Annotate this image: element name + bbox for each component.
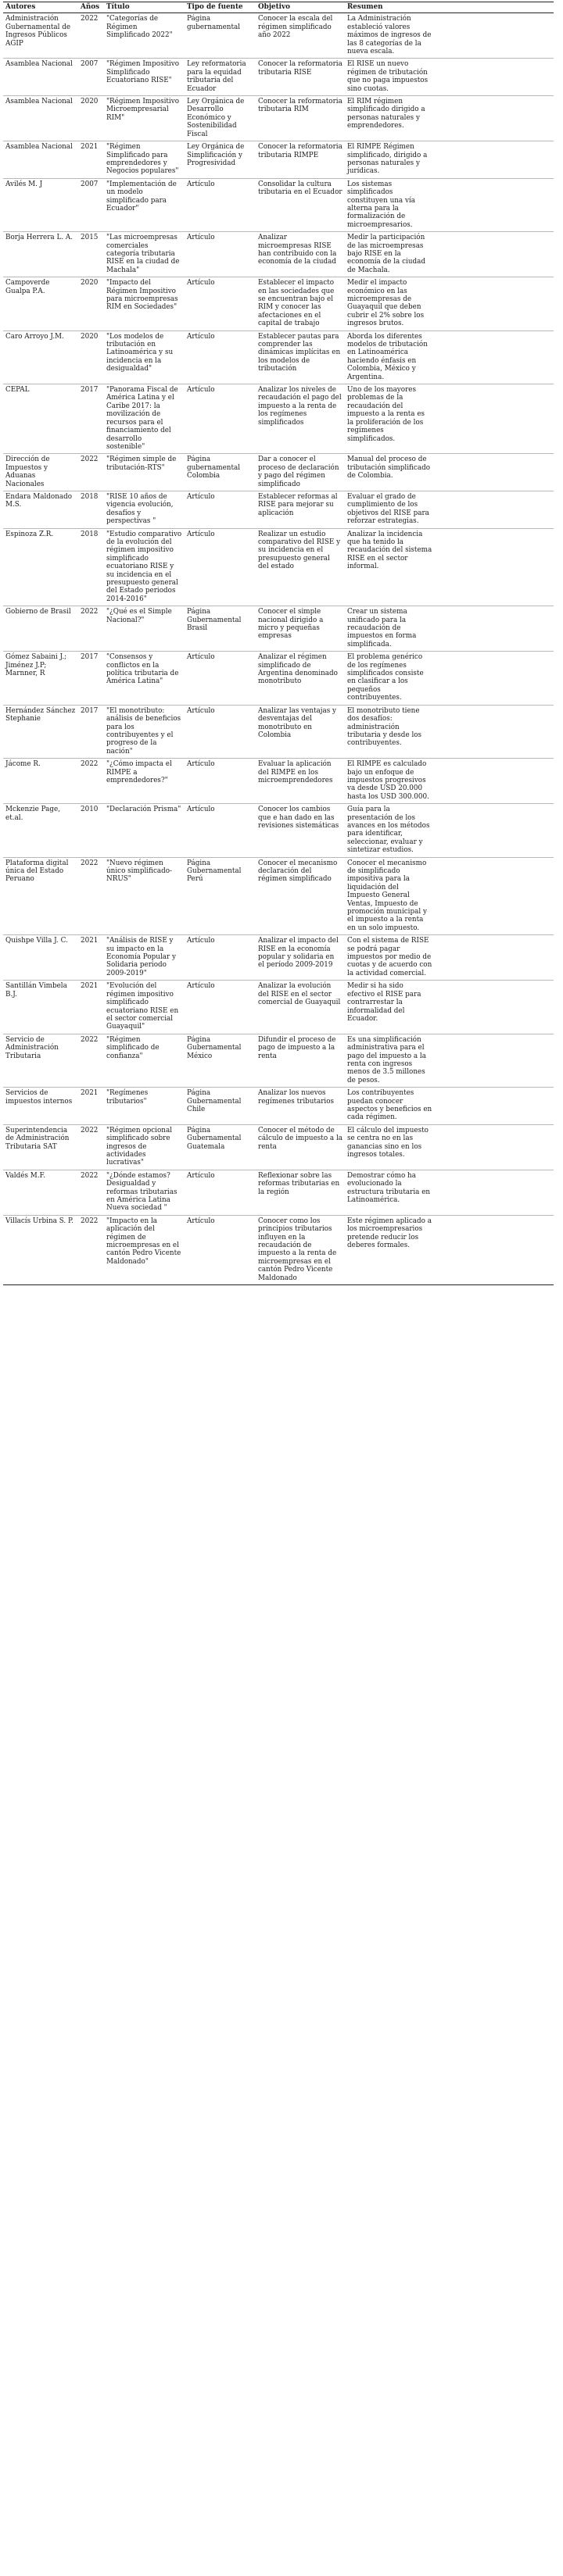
cell-tipo-fuente: Ley reformatoria para la equidad tributaria del Ecuador: [187, 60, 246, 93]
cell-titulo: "Panorama Fiscal de América Latina y el Caribe 2017: la movilización de recursos para el financiamiento del desarrollo sostenible": [106, 386, 178, 451]
cell-resumen: Analizar la incidencia que ha tenido la recaudación del sistema RISE en el sector informal.: [347, 530, 432, 571]
table-row: [3, 528, 554, 606]
cell-tipo-fuente: Página Gubernamental México: [187, 1035, 242, 1060]
cell-autores: Servicio de Administración Tributaria: [5, 1035, 59, 1060]
cell-objetivo: Realizar un estudio comparativo del RISE y su incidencia en el presupuesto general del estado: [258, 530, 341, 571]
cell-objetivo: Conocer la reformatoria tributaria RISE: [258, 60, 342, 77]
cell-tipo-fuente: Artículo: [187, 386, 215, 395]
cell-anio: 2020: [81, 98, 99, 106]
header-titulo: Título: [104, 2, 185, 13]
cell-resumen: Evaluar el grado de cumplimiento de los objetivos del RISE para reforzar estrategias.: [347, 492, 429, 526]
cell-titulo: "Análisis de RISE y su impacto en la Economía Popular y Solidaria periodo 2009-2019": [106, 937, 176, 977]
cell-objetivo: Analizar el impacto del RISE en la economía popular y solidaria en el período 2009-2019: [258, 937, 339, 970]
cell-tipo-fuente: Artículo: [187, 653, 215, 662]
cell-resumen: El RIMPE es calculado bajo un enfoque de impuestos progresivos va desde USD 20.000 hasta los USD 300.000.: [347, 760, 429, 801]
cell-objetivo: Difundir el proceso de pago de impuesto a la renta: [258, 1035, 336, 1060]
cell-titulo: "Las microempresas comerciales categoría tributaria RISE en la ciudad de Machala": [106, 234, 180, 274]
cell-anio: 2022: [81, 608, 99, 616]
cell-titulo: "Régimen Impositivo Simplificado Ecuatoriano RISE": [106, 60, 180, 85]
table-row: [3, 178, 554, 231]
cell-objetivo: Establecer pautas para comprender las dinámicas implícitas en los modelos de tributación: [258, 332, 341, 373]
cell-tipo-fuente: Página gubernamental Colombia: [187, 456, 241, 481]
table-row: [3, 13, 554, 59]
table-row: [3, 330, 554, 384]
cell-resumen: Guía para la presentación de los avances en los métodos para identificar, seleccionar, evaluar y sintetizar estudios.: [347, 806, 430, 855]
cell-objetivo: Analizar los niveles de recaudación el pago del impuesto a la renta de los regímenes simplificados: [258, 386, 342, 427]
cell-objetivo: Conocer la reformatoria tributaria RIM: [258, 98, 342, 114]
cell-autores: Endara Maldonado M.S.: [5, 492, 73, 509]
cell-resumen: Medir la participación de las microempresas bajo RISE en la economía de la ciudad de Machala.: [347, 234, 425, 274]
cell-resumen: Medir el impacto económico en las microempresas de Guayaquil que deben cubrir el 2% sobre los ingresos brutos.: [347, 279, 425, 328]
table-row: [3, 1124, 554, 1170]
cell-titulo: "Estudio comparativo de la evolución del régimen impositivo simplificado ecuatoriano RISE y su incidencia en el presupuesto general del Estado periodos 2014-2016": [106, 530, 182, 603]
cell-titulo: "Los modelos de tributación en Latinoamérica y su incidencia en la desigualdad": [106, 332, 174, 373]
cell-resumen: El problema genérico de los regímenes simplificados consiste en clasificar a los pequeños contribuyentes.: [347, 653, 424, 702]
cell-objetivo: Conocer los cambios que e han dado en las revisiones sistemáticas: [258, 806, 339, 830]
cell-resumen: La Administración estableció valores máximos de ingresos de las 8 categorías de la nueva escala.: [347, 15, 432, 56]
cell-autores: Valdés M.F.: [5, 1171, 46, 1180]
table-row: [3, 141, 554, 179]
cell-autores: Quishpe Villa J. C.: [5, 937, 68, 945]
table-row: [3, 705, 554, 758]
cell-autores: Servicios de impuestos internos: [5, 1089, 73, 1106]
cell-autores: Campoverde Gualpa P.A.: [5, 279, 50, 295]
header-anios: Años: [78, 2, 104, 13]
cell-titulo: "Impacto en la aplicación del régimen de microempresas en el cantón Pedro Vicente Maldonado": [106, 1217, 181, 1266]
table-row: [3, 1088, 554, 1125]
table-row: [3, 96, 554, 141]
cell-anio: 2022: [81, 760, 99, 769]
table-body: [3, 13, 554, 1285]
cell-titulo: "Implementación de un modelo simplificado para Ecuador": [106, 180, 177, 213]
table-row: [3, 804, 554, 857]
cell-titulo: "Impacto del Régimen Impositivo para microempresas RIM en Sociedades": [106, 279, 178, 312]
cell-tipo-fuente: Artículo: [187, 332, 215, 341]
cell-resumen: Con el sistema de RISE se podrá pagar impuestos por medio de cuotas y de acuerdo con la actividad comercial.: [347, 937, 432, 977]
cell-titulo: "El monotributo: análisis de beneficios para los contribuyentes y el progreso de la nación": [106, 706, 181, 756]
cell-autores: Plataforma digital única del Estado Peruano: [5, 859, 69, 884]
cell-resumen: Este régimen aplicado a los microempresarios pretende reducir los deberes formales.: [347, 1217, 432, 1250]
table-row: [3, 935, 554, 981]
cell-anio: 2022: [81, 859, 99, 867]
cell-autores: Caro Arroyo J.M.: [5, 332, 64, 341]
cell-tipo-fuente: Página gubernamental: [187, 15, 241, 31]
cell-autores: Superintendencia de Administración Tributaria SAT: [5, 1126, 70, 1151]
cell-objetivo: Analizar las ventajas y desventajas del monotributo en Colombia: [258, 706, 337, 739]
cell-anio: 2017: [81, 706, 99, 715]
table-row: [3, 606, 554, 652]
cell-titulo: "Régimen opcional simplificado sobre ingresos de actividades lucrativas": [106, 1126, 173, 1167]
cell-titulo: "¿Dónde estamos? Desigualdad y reformas tributarias en América Latina Nueva sociedad ": [106, 1171, 178, 1213]
table-row: [3, 759, 554, 804]
cell-autores: Santillán Vimbela B.J.: [5, 982, 67, 999]
cell-objetivo: Analizar los nuevos regímenes tributarios: [258, 1089, 335, 1106]
cell-objetivo: Analizar la evolución del RISE en el sector comercial de Guayaquil: [258, 982, 341, 1007]
cell-titulo: "Evolución del régimen impositivo simplificado ecuatoriano RISE en el sector comercial Guayaquil": [106, 982, 179, 1031]
cell-resumen: Los contribuyentes puedan conocer aspectos y beneficios en cada régimen.: [347, 1089, 432, 1122]
cell-tipo-fuente: Artículo: [187, 937, 215, 945]
cell-resumen: Medir si ha sido efectivo el RISE para contrarrestar la informalidad del Ecuador.: [347, 982, 421, 1023]
cell-autores: Dirección de Impuestos y Aduanas Nacionales: [5, 456, 50, 488]
cell-autores: Administración Gubernamental de Ingresos Públicos AGIP: [5, 15, 71, 48]
cell-objetivo: Consolidar la cultura tributaria en el Ecuador: [258, 180, 342, 197]
cell-anio: 2010: [81, 806, 99, 814]
cell-tipo-fuente: Artículo: [187, 180, 215, 188]
cell-objetivo: Conocer la escala del régimen simplificado año 2022: [258, 15, 333, 40]
table-row: [3, 59, 554, 96]
cell-autores: Gobierno de Brasil: [5, 608, 71, 616]
cell-tipo-fuente: Ley Orgánica de Desarrollo Económico y Sostenibilidad Fiscal: [187, 98, 245, 138]
cell-objetivo: Establecer reformas al RISE para mejorar su aplicación: [258, 492, 338, 517]
cell-objetivo: Dar a conocer el proceso de declaración y pago del régimen simplificado: [258, 456, 339, 488]
cell-anio: 2022: [81, 1126, 99, 1134]
table-row: [3, 1034, 554, 1087]
header-objetivo: Objetivo: [256, 2, 345, 13]
cell-autores: Gómez Sabaini J.; Jiménez J.P; Marnner, R: [5, 653, 67, 678]
cell-tipo-fuente: Artículo: [187, 760, 215, 769]
cell-tipo-fuente: Ley Orgánica de Simplificación y Progresividad: [187, 143, 245, 167]
cell-objetivo: Conocer la reformatoria tributaria RIMPE: [258, 143, 342, 159]
cell-anio: 2022: [81, 1217, 99, 1225]
cell-autores: Avilés M. J: [5, 180, 43, 188]
cell-anio: 2021: [81, 143, 99, 152]
cell-objetivo: Evaluar la aplicación del RIMPE en los microemprendedores: [258, 760, 333, 784]
cell-tipo-fuente: Página Gubernamental Brasil: [187, 608, 242, 633]
cell-resumen: El RIMPE Régimen simplificado, dirigido a personas naturales y jurídicas.: [347, 143, 428, 176]
cell-autores: Villacís Urbina S. P.: [5, 1217, 74, 1225]
cell-titulo: "Nuevo régimen único simplificado-NRUS": [106, 859, 173, 884]
table-row: [3, 384, 554, 454]
cell-anio: 2022: [81, 15, 99, 23]
cell-tipo-fuente: Artículo: [187, 806, 215, 814]
cell-tipo-fuente: Artículo: [187, 492, 215, 501]
cell-tipo-fuente: Página Gubernamental Guatemala: [187, 1126, 242, 1151]
header-tipo-fuente: Tipo de fuente: [185, 2, 256, 13]
cell-tipo-fuente: Artículo: [187, 234, 215, 242]
cell-resumen: El monotributo tiene dos desafíos: administración tributaria y desde los contribuyentes.: [347, 706, 422, 748]
cell-autores: Espinoza Z.R.: [5, 530, 54, 538]
cell-titulo: "Régimen Simplificado para emprendedores y Negocios populares": [106, 143, 179, 176]
cell-autores: Mckenzie Page, et.al.: [5, 806, 60, 822]
cell-titulo: "Declaración Prisma": [106, 806, 181, 814]
cell-anio: 2007: [81, 60, 99, 69]
cell-objetivo: Conocer el mecanismo declaración del régimen simplificado: [258, 859, 338, 884]
cell-autores: Asamblea Nacional: [5, 143, 73, 152]
cell-titulo: "Régimen simple de tributación-RTS": [106, 456, 177, 472]
cell-anio: 2022: [81, 1171, 99, 1180]
literature-review-table: [3, 2, 554, 1285]
cell-anio: 2021: [81, 937, 99, 945]
cell-resumen: Conocer el mecanismo de simplificado impositiva para la liquidación del Impuesto General Ventas, Impuesto de promoción municipal y el impuesto a la renta en un solo impuesto.: [347, 859, 427, 932]
table-row: [3, 857, 554, 935]
cell-tipo-fuente: Artículo: [187, 530, 215, 538]
cell-anio: 2017: [81, 386, 99, 395]
cell-objetivo: Analizar microempresas RISE han contribuido con la economía de la ciudad: [258, 234, 337, 266]
table-row: [3, 232, 554, 277]
cell-anio: 2021: [81, 982, 99, 991]
cell-resumen: Uno de los mayores problemas de la recaudación del impuesto a la renta es la proliferación de los regímenes simplificados.: [347, 386, 425, 443]
table-header: [3, 2, 554, 13]
cell-objetivo: Conocer como los principios tributarios influyen en la recaudación de impuesto a la renta de microempresas en el cantón Pedro Vicente Maldonado: [258, 1217, 337, 1282]
cell-autores: CEPAL: [5, 386, 30, 395]
table-row: [3, 652, 554, 705]
cell-autores: Hernández Sánchez Stephanie: [5, 706, 76, 723]
cell-titulo: "¿Qué es el Simple Nacional?": [106, 608, 172, 624]
cell-objetivo: Conocer el simple nacional dirigido a micro y pequeñas empresas: [258, 608, 324, 641]
cell-objetivo: Conocer el método de cálculo de impuesto a la renta: [258, 1126, 343, 1151]
table-row: [3, 1170, 554, 1215]
cell-tipo-fuente: Artículo: [187, 982, 215, 991]
cell-resumen: Manual del proceso de tributación simplificado de Colombia.: [347, 456, 431, 481]
cell-tipo-fuente: Artículo: [187, 279, 215, 288]
cell-titulo: "Consensos y conflictos en la política tributaria de América Latina": [106, 653, 179, 686]
cell-titulo: "RISE 10 años de vigencia evolución, desafíos y perspectivas ": [106, 492, 174, 526]
cell-tipo-fuente: Artículo: [187, 706, 215, 715]
table-row: [3, 277, 554, 330]
cell-titulo: "Régimen Impositivo Microempresarial RIM": [106, 98, 180, 122]
cell-anio: 2015: [81, 234, 99, 242]
cell-resumen: Es una simplificación administrativa para el pago del impuesto a la renta con ingresos menos de 3.5 millones de pesos.: [347, 1035, 426, 1084]
table-row: [3, 454, 554, 491]
header-resumen: Resumen: [345, 2, 554, 13]
cell-tipo-fuente: Artículo: [187, 1171, 215, 1180]
page: [3, 0, 554, 1285]
cell-resumen: Crear un sistema unificado para la recaudación de impuestos en forma simplificada.: [347, 608, 417, 648]
table-row: [3, 1215, 554, 1284]
cell-objetivo: Reflexionar sobre las reformas tributarias en la región: [258, 1171, 340, 1196]
cell-resumen: Demostrar cómo ha evolucionado la estructura tributaria en Latinoamérica.: [347, 1171, 431, 1205]
cell-anio: 2018: [81, 530, 99, 538]
cell-resumen: Aborda los diferentes modelos de tributación en Latinoamérica haciendo énfasis en Colombia, México y Argentina.: [347, 332, 428, 381]
cell-objetivo: Establecer el impacto en las sociedades que se encuentran bajo el RIM y conocer las afectaciones en el capital de trabajo: [258, 279, 335, 328]
cell-anio: 2020: [81, 332, 99, 341]
cell-tipo-fuente: Página Gubernamental Perú: [187, 859, 242, 884]
cell-anio: 2007: [81, 180, 99, 188]
cell-resumen: El RIM régimen simplificado dirigido a personas naturales y emprendedores.: [347, 98, 425, 130]
cell-titulo: "¿Cómo impacta el RIMPE a emprendedores?": [106, 760, 172, 784]
header-row: [3, 2, 554, 13]
cell-resumen: El cálculo del impuesto se centra no en las ganancias sino en los ingresos totales.: [347, 1126, 429, 1159]
table-row: [3, 491, 554, 528]
cell-titulo: "Regímenes tributarios": [106, 1089, 149, 1106]
cell-tipo-fuente: Página Gubernamental Chile: [187, 1089, 242, 1113]
cell-objetivo: Analizar el régimen simplificado de Argentina denominado monotributo: [258, 653, 338, 686]
cell-titulo: "Régimen simplificado de confianza": [106, 1035, 160, 1060]
cell-anio: 2020: [81, 279, 99, 288]
cell-autores: Borja Herrera L. A.: [5, 234, 74, 242]
cell-titulo: "Categorías de Régimen Simplificado 2022": [106, 15, 173, 40]
cell-autores: Jácome R.: [5, 760, 41, 769]
cell-tipo-fuente: Artículo: [187, 1217, 215, 1225]
cell-anio: 2018: [81, 492, 99, 501]
cell-anio: 2022: [81, 1035, 99, 1044]
cell-resumen: Los sistemas simplificados constituyen una vía alterna para la formalización de microempresarios.: [347, 180, 415, 229]
header-autores: Autores: [3, 2, 78, 13]
cell-resumen: El RISE un nuevo régimen de tributación que no paga impuestos sino cuotas.: [347, 60, 429, 93]
cell-anio: 2017: [81, 653, 99, 662]
cell-autores: Asamblea Nacional: [5, 98, 73, 106]
table-row: [3, 981, 554, 1034]
cell-anio: 2021: [81, 1089, 99, 1098]
cell-autores: Asamblea Nacional: [5, 60, 73, 69]
cell-anio: 2022: [81, 456, 99, 464]
